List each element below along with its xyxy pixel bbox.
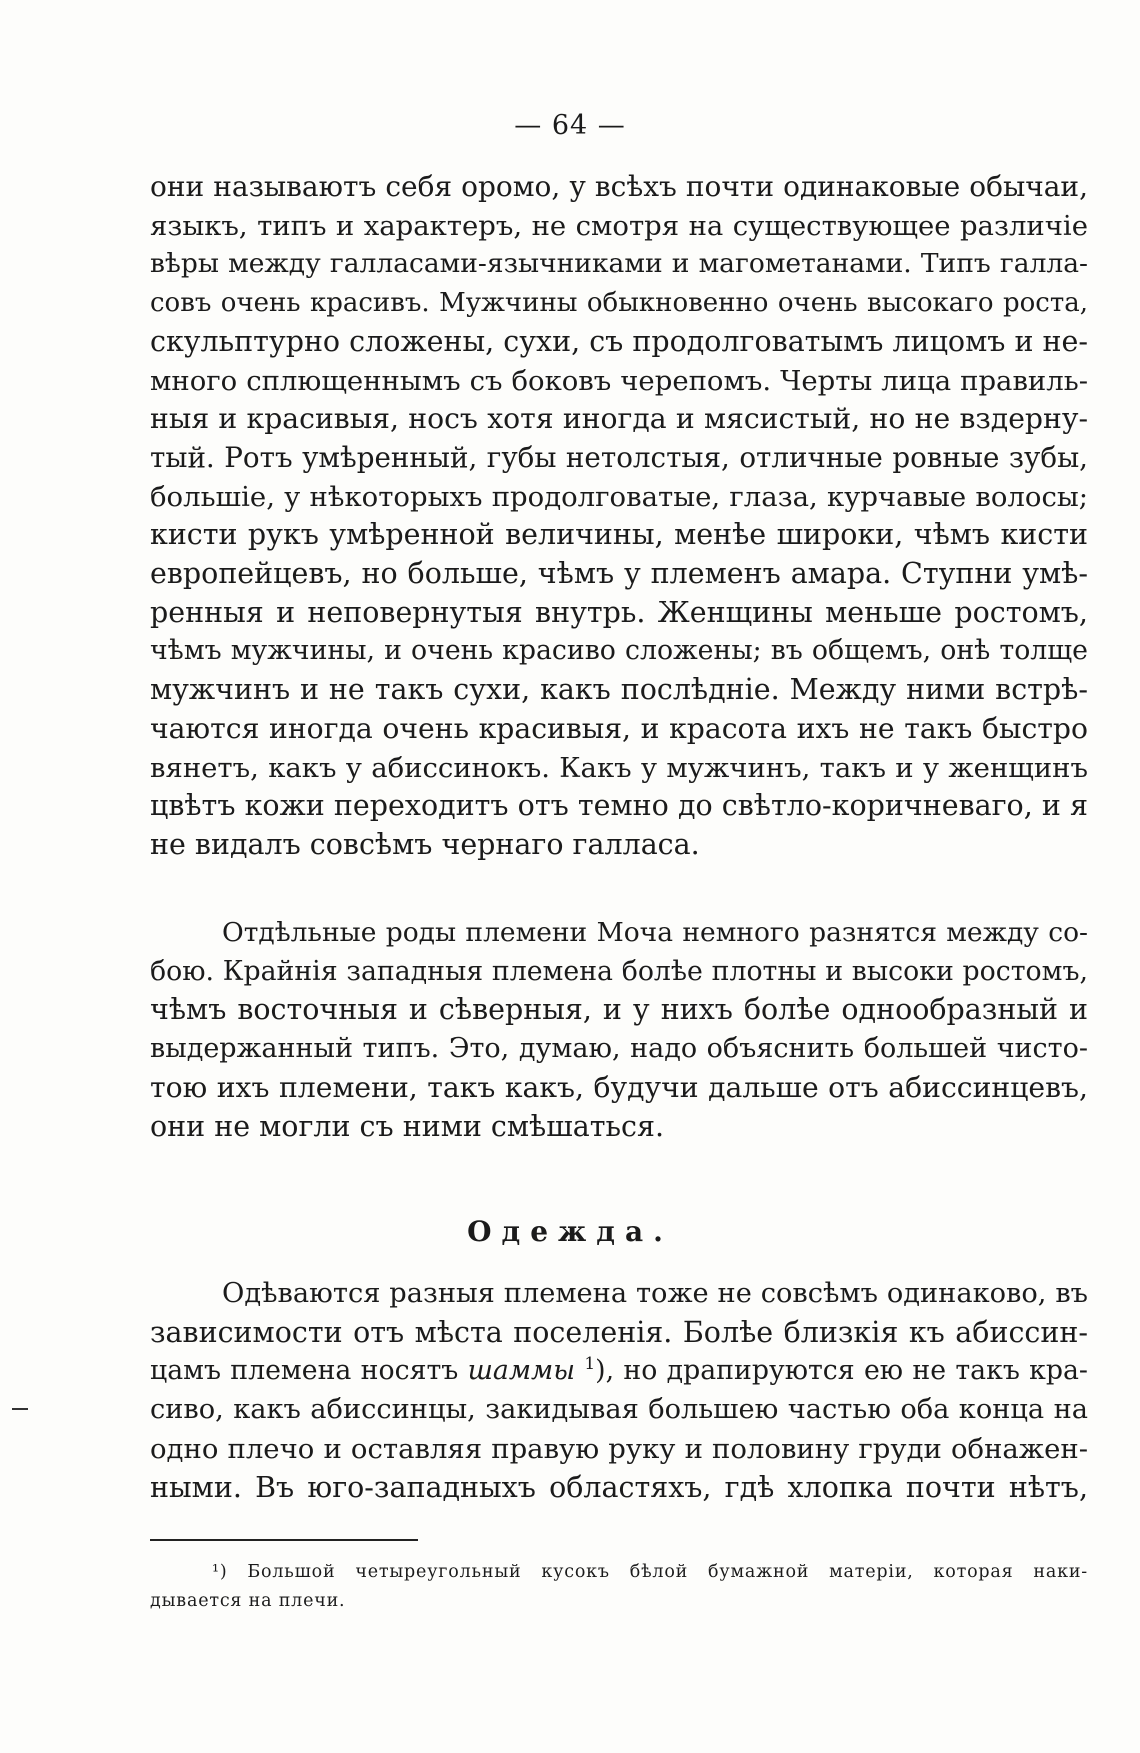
section-heading: Одежда. bbox=[467, 1215, 673, 1248]
footnote bbox=[150, 1558, 1088, 1616]
text-line: европейцевъ, но больше, чѣмъ у племенъ амара. Ступни умѣ- bbox=[150, 557, 1088, 591]
text-line: вянетъ, какъ у абиссинокъ. Какъ у мужчинъ, такъ и у женщинъ bbox=[150, 751, 1088, 784]
text-line: зависимости отъ мѣста поселенія. Болѣе близкія къ абиссин- bbox=[150, 1315, 1088, 1349]
text-line: кисти рукъ умѣренной величины, менѣе широки, чѣмъ кисти bbox=[150, 518, 1088, 552]
footnote-line: ¹) Большой четыреугольный кусокъ бѣлой бумажной матеріи, которая наки- bbox=[212, 1562, 1088, 1582]
text-line: одно плечо и оставляя правую руку и половину груди обнажен- bbox=[150, 1432, 1088, 1465]
italic-term: шаммы bbox=[467, 1355, 576, 1387]
text-line: совъ очень красивъ. Мужчины обыкновенно очень высокаго роста, bbox=[150, 288, 1088, 319]
text-line: мужчинъ и не такъ сухи, какъ послѣдніе. Между ними встрѣ- bbox=[150, 673, 1088, 707]
text-line: Одѣваются разныя племена тоже не совсѣмъ одинаково, въ bbox=[222, 1278, 1088, 1309]
text-line: сиво, какъ абиссинцы, закидывая большею частью оба конца на bbox=[150, 1394, 1088, 1426]
text-line: чѣмъ восточныя и сѣверныя, и у нихъ болѣе однообразный и bbox=[150, 993, 1088, 1027]
text-line: чаются иногда очень красивыя, и красота ихъ не такъ быстро bbox=[150, 711, 1088, 745]
text-line: тый. Ротъ умѣренный, губы нетолстыя, отличные ровные зубы, bbox=[150, 440, 1088, 474]
text-line: они не могли съ ними смѣшаться. bbox=[150, 1109, 665, 1143]
text-line: не видалъ совсѣмъ чернаго галласа. bbox=[150, 827, 700, 861]
paragraph-2 bbox=[150, 914, 1088, 1146]
page-number: — 64 — bbox=[514, 110, 626, 141]
paragraph-1 bbox=[150, 168, 1088, 865]
text-line: языкъ, типъ и характеръ, не смотря на существующее различіе bbox=[150, 209, 1088, 242]
text-line: Отдѣльные роды племени Моча немного разнятся между со- bbox=[222, 917, 1088, 948]
footnote-divider bbox=[150, 1539, 418, 1541]
text-line: ными. Въ юго-западныхъ областяхъ, гдѣ хлопка почти нѣтъ, bbox=[150, 1470, 1088, 1504]
text-line: цвѣтъ кожи переходитъ отъ темно до свѣтло-коричневаго, и я bbox=[150, 789, 1088, 823]
text-line: вѣры между галласами-язычниками и магометанами. Типъ галла- bbox=[150, 248, 1088, 280]
text-line: бою. Крайнія западныя племена болѣе плотны и высоки ростомъ, bbox=[150, 955, 1088, 987]
text-line: большіе, у нѣкоторыхъ продолговатые, глаза, курчавые волосы; bbox=[150, 480, 1088, 513]
text-fragment: ), но драпируются ею не такъ кра- bbox=[595, 1355, 1088, 1387]
text-line: чѣмъ мужчины, и очень красиво сложены; въ общемъ, онѣ толще bbox=[150, 635, 1088, 667]
text-line-with-footnote bbox=[150, 1352, 1088, 1391]
text-line: скульптурно сложены, сухи, съ продолговатымъ лицомъ и не- bbox=[150, 324, 1088, 358]
text-line: ренныя и неповернутыя внутрь. Женщины меньше ростомъ, bbox=[150, 595, 1088, 629]
text-line: много сплющеннымъ съ боковъ черепомъ. Черты лица правиль- bbox=[150, 364, 1088, 397]
footnote-reference[interactable]: 1 bbox=[584, 1354, 596, 1375]
text-line: выдержанный типъ. Это, думаю, надо объяснить большей чисто- bbox=[150, 1033, 1088, 1065]
text-fragment: цамъ племена носятъ bbox=[150, 1355, 468, 1387]
paragraph-3 bbox=[150, 1275, 1088, 1507]
text-line: тою ихъ племени, такъ какъ, будучи дальше отъ абиссинцевъ, bbox=[150, 1070, 1088, 1104]
text-line: они называютъ себя оромо, у всѣхъ почти одинаковые обычаи, bbox=[150, 170, 1088, 203]
text-line: ныя и красивыя, носъ хотя иногда и мясистый, но не вздерну- bbox=[150, 402, 1088, 436]
margin-mark bbox=[12, 1408, 28, 1410]
footnote-line: дывается на плечи. bbox=[150, 1591, 346, 1611]
